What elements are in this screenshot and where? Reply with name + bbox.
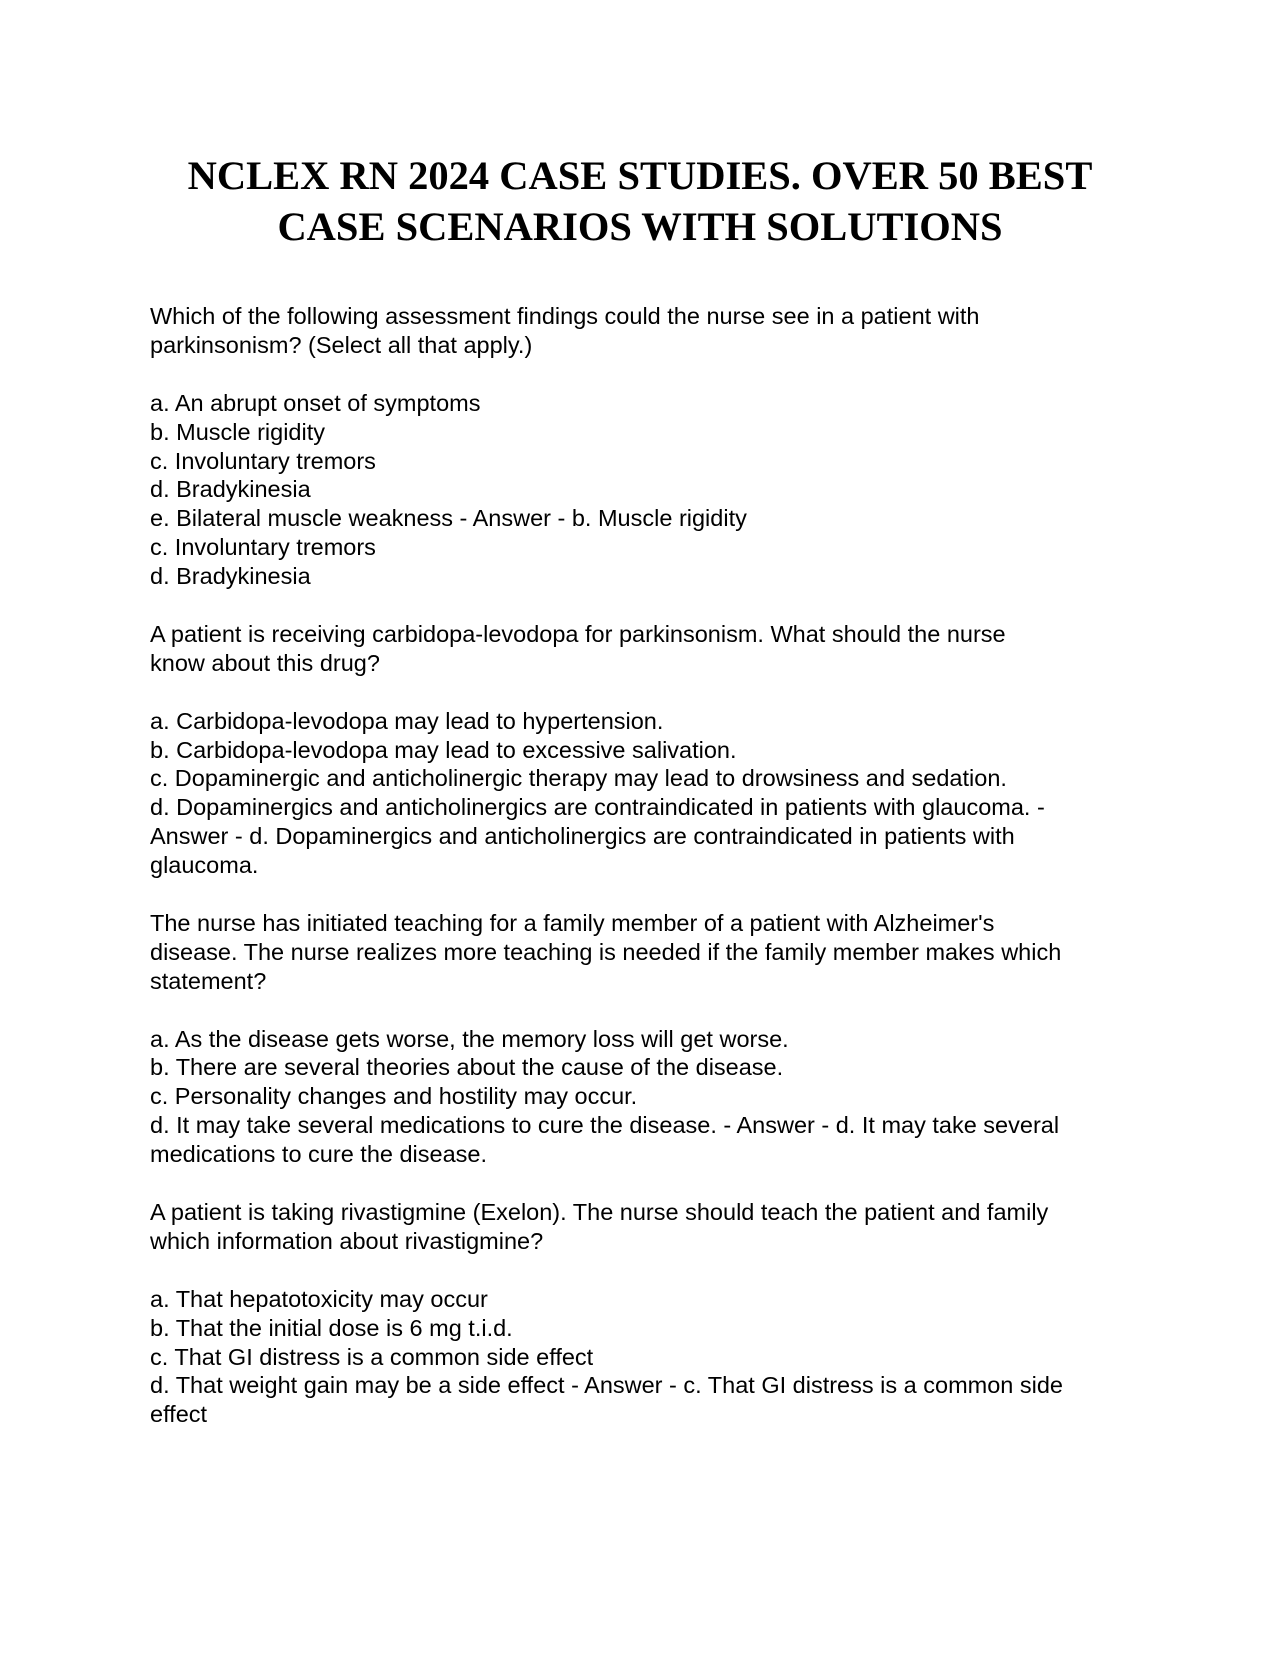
option-line: e. Bilateral muscle weakness - Answer - b. Muscle rigidity	[150, 505, 747, 532]
question-block	[150, 909, 1150, 1169]
option-line: Answer - d. Dopaminergics and anticholinergics are contraindicated in patients with	[150, 823, 1015, 850]
question-text	[150, 909, 1150, 996]
answer-options	[150, 1285, 1150, 1430]
option-line: c. Dopaminergic and anticholinergic therapy may lead to drowsiness and sedation.	[150, 765, 1007, 792]
document-title	[120, 150, 1160, 252]
option-line: b. That the initial dose is 6 mg t.i.d.	[150, 1314, 513, 1341]
answer-options	[150, 1025, 1150, 1170]
question-block	[150, 620, 1150, 880]
title-line: CASE SCENARIOS WITH SOLUTIONS	[277, 204, 1003, 249]
option-line: a. As the disease gets worse, the memory loss will get worse.	[150, 1025, 789, 1052]
option-line: d. Dopaminergics and anticholinergics are contraindicated in patients with glaucoma. -	[150, 794, 1045, 821]
option-line: c. Personality changes and hostility may occur.	[150, 1083, 638, 1110]
answer-options	[150, 707, 1150, 880]
option-line: effect	[150, 1401, 208, 1428]
option-line: b. Muscle rigidity	[150, 418, 325, 445]
text-line: Which of the following assessment findings could the nurse see in a patient with	[150, 303, 980, 329]
text-line: A patient is receiving carbidopa-levodopa for parkinsonism. What should the nurse	[150, 620, 1006, 647]
question-block	[150, 1198, 1150, 1429]
option-line: a. An abrupt onset of symptoms	[150, 389, 481, 416]
option-line: medications to cure the disease.	[150, 1141, 488, 1168]
document-body	[150, 302, 1150, 1458]
option-line: d. That weight gain may be a side effect - Answer - c. That GI distress is a common side	[150, 1372, 1064, 1399]
option-line: d. It may take several medications to cure the disease. - Answer - d. It may take several	[150, 1112, 1060, 1139]
text-line: statement?	[150, 967, 267, 994]
option-line: c. Involuntary tremors	[150, 447, 376, 474]
question-text	[150, 1198, 1150, 1256]
option-line: d. Bradykinesia	[150, 476, 311, 503]
question-text	[150, 620, 1150, 678]
question-text	[150, 302, 1150, 360]
option-line: a. That hepatotoxicity may occur	[150, 1285, 488, 1312]
option-line: c. That GI distress is a common side effect	[150, 1343, 594, 1370]
text-line: which information about rivastigmine?	[150, 1227, 544, 1254]
text-line: A patient is taking rivastigmine (Exelon). The nurse should teach the patient and family	[150, 1199, 1049, 1225]
text-line: parkinsonism? (Select all that apply.)	[150, 331, 533, 358]
option-line: b. Carbidopa-levodopa may lead to excessive salivation.	[150, 736, 737, 763]
option-line: c. Involuntary tremors	[150, 534, 376, 561]
question-block	[150, 302, 1150, 591]
text-line: know about this drug?	[150, 649, 380, 676]
option-line: d. Bradykinesia	[150, 563, 311, 590]
option-line: glaucoma.	[150, 852, 259, 879]
option-line: b. There are several theories about the cause of the disease.	[150, 1054, 784, 1081]
text-line: The nurse has initiated teaching for a family member of a patient with Alzheimer's	[150, 909, 995, 936]
answer-options	[150, 389, 1150, 591]
title-line: NCLEX RN 2024 CASE STUDIES. OVER 50 BEST	[187, 153, 1093, 198]
text-line: disease. The nurse realizes more teaching is needed if the family member makes which	[150, 938, 1062, 965]
option-line: a. Carbidopa-levodopa may lead to hypertension.	[150, 707, 664, 734]
